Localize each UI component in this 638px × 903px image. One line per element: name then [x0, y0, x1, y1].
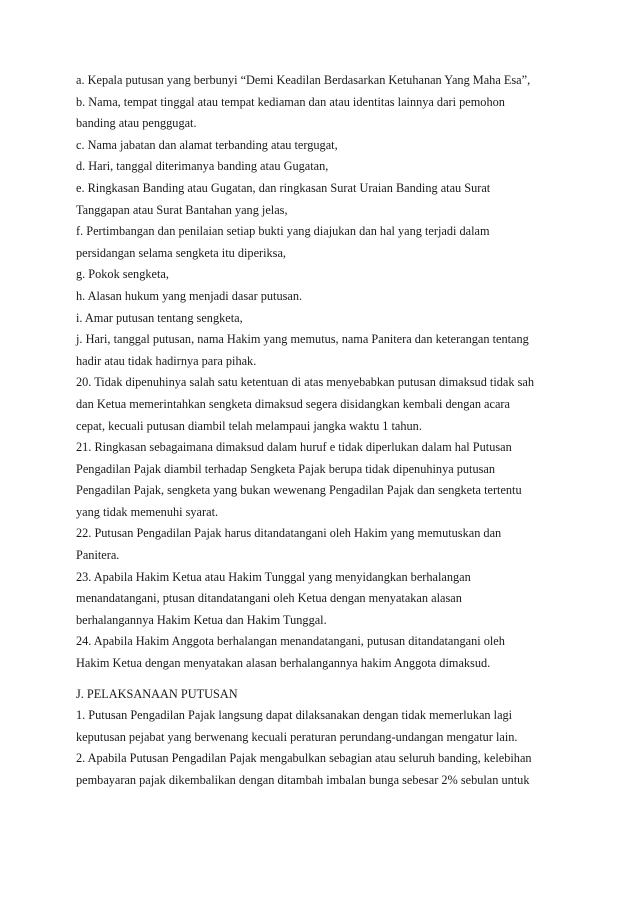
- text-line: d. Hari, tanggal diterimanya banding atau Gugatan,: [76, 159, 329, 174]
- text-line: h. Alasan hukum yang menjadi dasar putusan.: [76, 288, 303, 303]
- text-line: 23. Apabila Hakim Ketua atau Hakim Tunggal yang menyidangkan berhalangan: [76, 569, 471, 584]
- document-body: [76, 70, 566, 792]
- text-line: j. Hari, tanggal putusan, nama Hakim yang memutus, nama Panitera dan keterangan tentang: [76, 332, 529, 347]
- text-line: c. Nama jabatan dan alamat terbanding atau tergugat,: [76, 137, 338, 152]
- text-line: cepat, kecuali putusan diambil telah melampaui jangka waktu 1 tahun.: [76, 418, 422, 433]
- text-line: persidangan selama sengketa itu diperiksa,: [76, 245, 287, 260]
- section-gap: [76, 675, 566, 684]
- text-line: Pengadilan Pajak, sengketa yang bukan wewenang Pengadilan Pajak dan sengketa tertentu: [76, 483, 522, 498]
- text-line: 1. Putusan Pengadilan Pajak langsung dapat dilaksanakan dengan tidak memerlukan lagi: [76, 708, 513, 723]
- text-line: yang tidak memenuhi syarat.: [76, 504, 219, 519]
- text-line: Panitera.: [76, 548, 120, 563]
- text-line: Tanggapan atau Surat Bantahan yang jelas,: [76, 202, 288, 217]
- text-line: hadir atau tidak hadirnya para pihak.: [76, 353, 257, 368]
- section-heading: J. PELAKSANAAN PUTUSAN: [76, 686, 238, 701]
- text-line: f. Pertimbangan dan penilaian setiap bukti yang diajukan dan hal yang terjadi dalam: [76, 224, 490, 239]
- text-line: b. Nama, tempat tinggal atau tempat kediaman dan atau identitas lainnya dari pemohon: [76, 94, 505, 109]
- text-line: 2. Apabila Putusan Pengadilan Pajak mengabulkan sebagian atau seluruh banding, kelebihan: [76, 751, 532, 766]
- text-line: dan Ketua memerintahkan sengketa dimaksud segera disidangkan kembali dengan acara: [76, 396, 510, 411]
- text-line: i. Amar putusan tentang sengketa,: [76, 310, 243, 325]
- text-line: 22. Putusan Pengadilan Pajak harus ditandatangani oleh Hakim yang memutuskan dan: [76, 526, 502, 541]
- text-line: 24. Apabila Hakim Anggota berhalangan menandatangani, putusan ditandatangani oleh: [76, 634, 505, 649]
- text-line: 21. Ringkasan sebagaimana dimaksud dalam huruf e tidak diperlukan dalam hal Putusan: [76, 440, 512, 455]
- text-line: menandatangani, ptusan ditandatangani oleh Ketua dengan menyatakan alasan: [76, 591, 462, 606]
- text-line: Pengadilan Pajak diambil terhadap Sengketa Pajak berupa tidak dipenuhinya putusan: [76, 461, 496, 476]
- text-line: a. Kepala putusan yang berbunyi “Demi Keadilan Berdasarkan Ketuhanan Yang Maha Esa”,: [76, 73, 531, 87]
- text-line: banding atau penggugat.: [76, 116, 197, 131]
- text-line: Hakim Ketua dengan menyatakan alasan berhalangannya hakim Anggota dimaksud.: [76, 656, 491, 671]
- text-line: e. Ringkasan Banding atau Gugatan, dan ringkasan Surat Uraian Banding atau Surat: [76, 180, 491, 195]
- text-line: keputusan pejabat yang berwenang kecuali peraturan perundang-undangan mengatur lain.: [76, 729, 518, 744]
- text-line: g. Pokok sengketa,: [76, 267, 169, 282]
- text-line: pembayaran pajak dikembalikan dengan ditambah imbalan bunga sebesar 2% sebulan untuk: [76, 773, 530, 787]
- text-line: 20. Tidak dipenuhinya salah satu ketentuan di atas menyebabkan putusan dimaksud tidak sah: [76, 375, 534, 390]
- text-line: berhalangannya Hakim Ketua dan Hakim Tunggal.: [76, 612, 327, 627]
